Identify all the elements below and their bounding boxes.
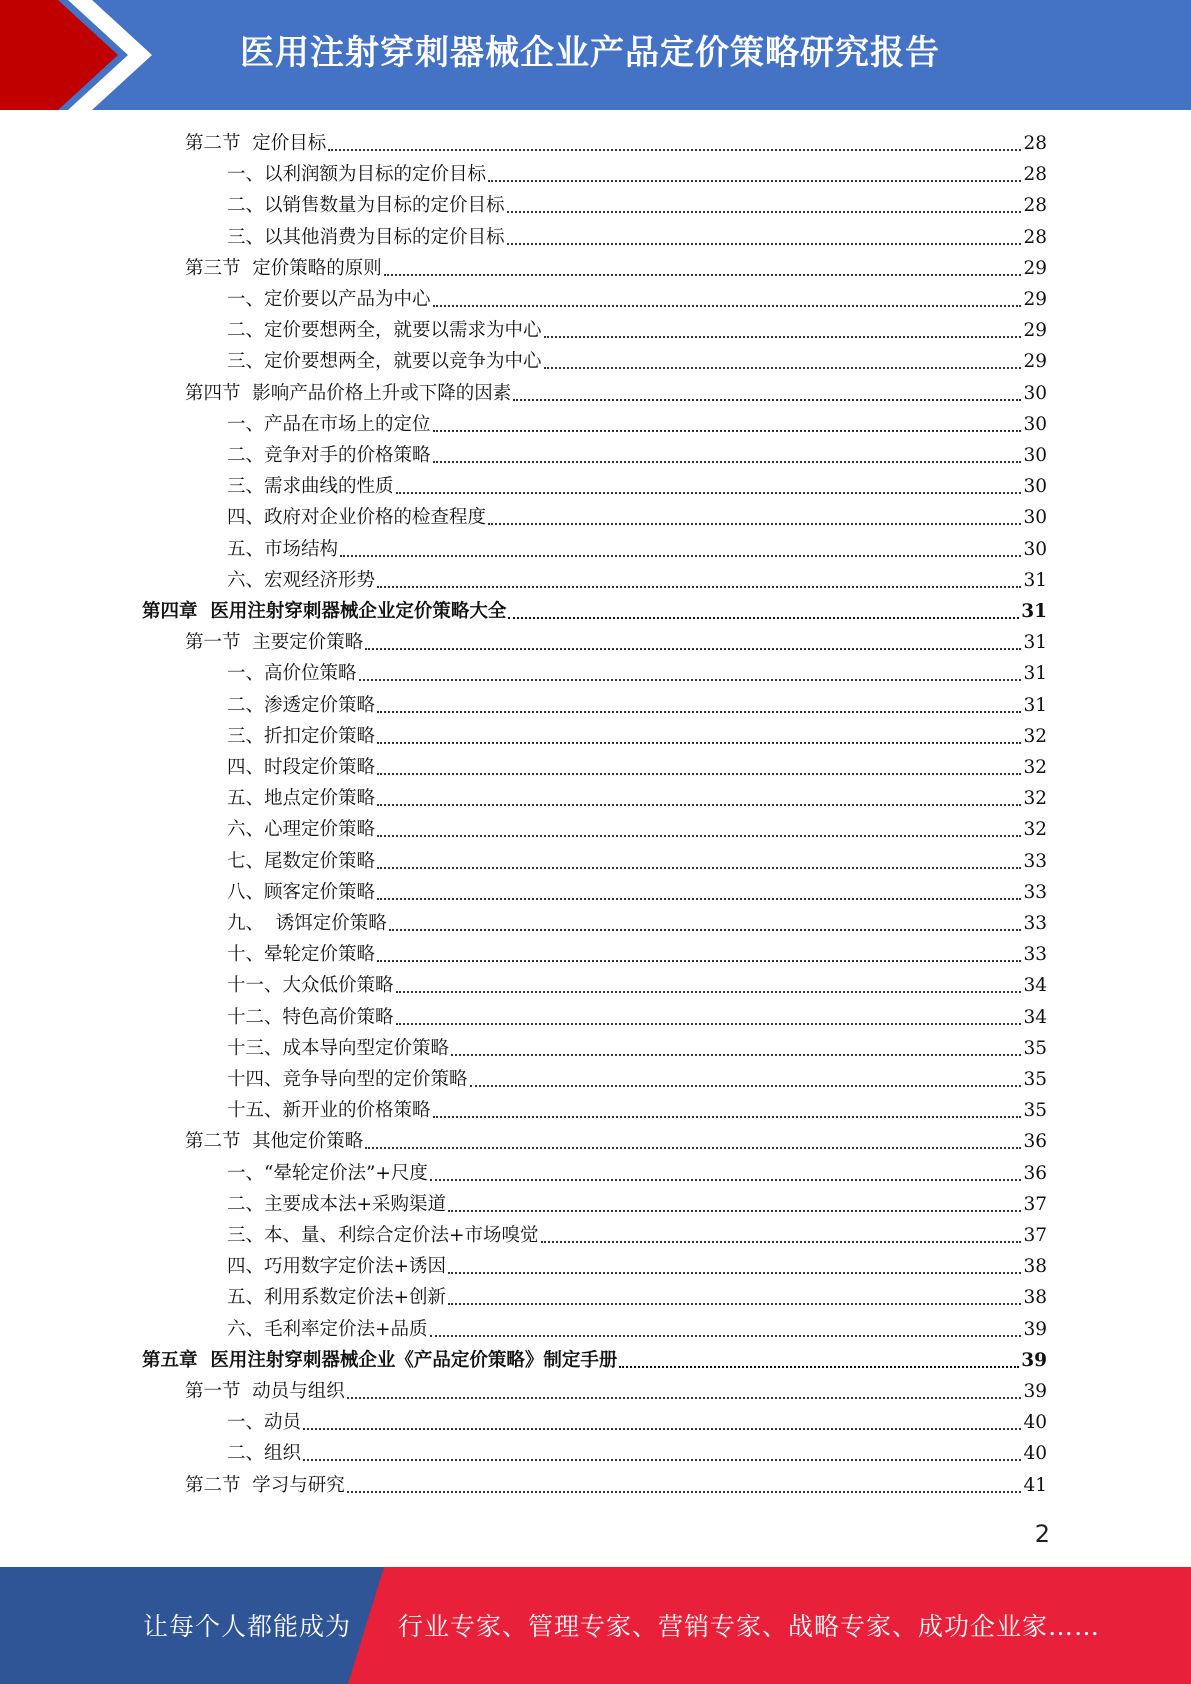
- toc-dot-leader: [377, 773, 1021, 775]
- toc-dot-leader: [430, 1179, 1022, 1181]
- toc-item-row: [227, 719, 1047, 750]
- toc-dot-leader: [377, 804, 1021, 806]
- toc-page-number: 31: [1023, 663, 1047, 685]
- toc-page-number: 38: [1023, 1287, 1047, 1309]
- toc-entry-label: 三、以其他消费为目标的定价目标: [227, 226, 505, 248]
- toc-item-row: [227, 157, 1047, 188]
- toc-item-row: [227, 812, 1047, 843]
- toc-page-number: 30: [1023, 445, 1047, 466]
- toc-item-row: [227, 1218, 1047, 1249]
- toc-page-number: 40: [1023, 1412, 1047, 1434]
- toc-page-number: 31: [1023, 632, 1047, 654]
- toc-entry-label: 五、利用系数定价法+创新: [227, 1287, 447, 1309]
- toc-page-number: 32: [1023, 788, 1047, 810]
- toc-entry-label: 十五、新开业的价格策略: [227, 1100, 431, 1122]
- toc-item-row: [227, 220, 1047, 251]
- toc-entry-label: 四、时段定价策略: [227, 757, 376, 778]
- toc-page-number: 37: [1023, 1193, 1047, 1215]
- toc-dot-leader: [430, 1335, 1022, 1337]
- toc-dot-leader: [365, 1147, 1021, 1149]
- toc-dot-leader: [303, 1428, 1021, 1430]
- toc-dot-leader: [389, 929, 1022, 931]
- toc-item-row: [227, 438, 1047, 469]
- toc-dot-leader: [347, 1397, 1022, 1399]
- toc-page-number: 33: [1023, 944, 1047, 966]
- toc-entry-label: 二、竞争对手的价格策略: [227, 445, 431, 466]
- toc-section-row: [185, 1124, 1047, 1155]
- toc-item-row: [227, 1062, 1047, 1093]
- toc-section-row: [185, 376, 1047, 407]
- toc-entry-label: 一、高价位策略: [227, 663, 357, 685]
- toc-chapter-row: [142, 594, 1047, 625]
- toc-dot-leader: [359, 679, 1022, 681]
- toc-entry-label: 十、晕轮定价策略: [227, 944, 376, 966]
- toc-dot-leader: [513, 399, 1021, 401]
- toc-entry-label: 三、折扣定价策略: [227, 725, 376, 747]
- toc-entry-label: 一、动员: [227, 1412, 302, 1434]
- toc-item-row: [227, 1093, 1047, 1124]
- toc-page-number: 29: [1023, 257, 1047, 279]
- footer-slogan: 让每个人都能成为: [143, 1612, 352, 1641]
- toc-dot-leader: [470, 1085, 1022, 1087]
- toc-page-number: 39: [1023, 1318, 1047, 1340]
- toc-page-number: 32: [1023, 725, 1047, 747]
- toc-dot-leader: [544, 336, 1022, 338]
- toc-item-row: [227, 781, 1047, 812]
- toc-entry-label: 二、渗透定价策略: [227, 694, 376, 716]
- toc-page-number: 33: [1023, 881, 1047, 903]
- toc-entry-label: 一、定价要以产品为中心: [227, 289, 431, 310]
- toc-item-row: [227, 188, 1047, 219]
- toc-item-row: [227, 563, 1047, 594]
- toc-item-row: [227, 968, 1047, 999]
- toc-dot-leader: [507, 211, 1022, 213]
- toc-item-row: [227, 344, 1047, 375]
- toc-page-number: 30: [1023, 538, 1047, 560]
- toc-dot-leader: [377, 960, 1021, 962]
- toc-entry-label: 第二节 定价目标: [185, 133, 327, 154]
- toc-dot-leader: [377, 867, 1021, 869]
- toc-entry-label: 二、组织: [227, 1443, 302, 1465]
- toc-dot-leader: [377, 835, 1021, 837]
- toc-item-row: [227, 469, 1047, 500]
- toc-entry-label: 第二节 其他定价策略: [185, 1131, 364, 1153]
- toc-dot-leader: [448, 1272, 1021, 1274]
- toc-item-row: [227, 750, 1047, 781]
- toc-page-number: 30: [1023, 413, 1047, 435]
- toc-entry-label: 一、产品在市场上的定位: [227, 413, 431, 435]
- toc-dot-leader: [488, 523, 1021, 525]
- toc-entry-label: 四、政府对企业价格的检查程度: [227, 507, 487, 529]
- toc-entry-label: 三、本、量、利综合定价法+市场嗅觉: [227, 1225, 539, 1246]
- toc-item-row: [227, 1031, 1047, 1062]
- toc-item-row: [227, 875, 1047, 906]
- toc-page-number: 39: [1023, 1381, 1047, 1402]
- toc-dot-leader: [347, 1491, 1022, 1493]
- toc-item-row: [227, 1312, 1047, 1343]
- toc-page-number: 29: [1023, 351, 1047, 373]
- toc-dot-leader: [384, 274, 1022, 276]
- toc-item-row: [227, 1187, 1047, 1218]
- toc-item-row: [227, 282, 1047, 313]
- toc-dot-leader: [328, 149, 1021, 151]
- toc-item-row: [227, 1000, 1047, 1031]
- toc-dot-leader: [508, 617, 1019, 619]
- toc-dot-leader: [377, 742, 1021, 744]
- toc-item-row: [227, 1156, 1047, 1187]
- toc-dot-leader: [340, 555, 1021, 557]
- toc-entry-label: 第四章 医用注射穿刺器械企业定价策略大全: [142, 601, 507, 622]
- toc-dot-leader: [451, 1054, 1021, 1056]
- toc-dot-leader: [448, 1303, 1021, 1305]
- toc-page-number: 33: [1023, 913, 1047, 934]
- page-footer: [0, 1567, 1191, 1684]
- toc-page-number: 31: [1023, 569, 1047, 591]
- toc-item-row: [227, 656, 1047, 687]
- toc-entry-label: 十四、竞争导向型的定价策略: [227, 1069, 468, 1090]
- toc-item-row: [227, 500, 1047, 531]
- toc-dot-leader: [396, 991, 1022, 993]
- toc-dot-leader: [448, 1210, 1021, 1212]
- toc-dot-leader: [377, 898, 1021, 900]
- toc-entry-label: 第二节 学习与研究: [185, 1474, 345, 1496]
- toc-dot-leader: [377, 586, 1021, 588]
- toc-page-number: 31: [1023, 694, 1047, 716]
- toc-dot-leader: [433, 1116, 1022, 1118]
- red-arrow-logo-icon: [0, 0, 160, 110]
- toc-page-number: 29: [1023, 320, 1047, 342]
- toc-dot-leader: [396, 492, 1022, 494]
- toc-item-row: [227, 407, 1047, 438]
- toc-entry-label: 一、“晕轮定价法”+尺度: [227, 1162, 428, 1184]
- toc-section-row: [185, 251, 1047, 282]
- toc-entry-label: 第一节 主要定价策略: [185, 632, 364, 654]
- toc-page-number: 38: [1023, 1256, 1047, 1278]
- toc-page-number: 36: [1023, 1131, 1047, 1153]
- toc-entry-label: 三、定价要想两全，就要以竞争为中心: [227, 351, 542, 373]
- toc-entry-label: 第五章 医用注射穿刺器械企业《产品定价策略》制定手册: [142, 1349, 618, 1371]
- toc-page-number: 35: [1023, 1069, 1047, 1090]
- toc-dot-leader: [619, 1366, 1019, 1368]
- toc-page-number: 34: [1023, 975, 1047, 997]
- toc-page-number: 36: [1023, 1162, 1047, 1184]
- toc-item-row: [227, 313, 1047, 344]
- toc-entry-label: 六、心理定价策略: [227, 819, 376, 841]
- toc-dot-leader: [433, 305, 1022, 307]
- toc-page-number: 39: [1021, 1349, 1047, 1371]
- toc-section-row: [185, 126, 1047, 157]
- toc-page-number: 28: [1023, 164, 1047, 186]
- toc-page-number: 32: [1023, 757, 1047, 778]
- toc-page-number: 34: [1023, 1006, 1047, 1028]
- toc-entry-label: 第四节 影响产品价格上升或下降的因素: [185, 382, 512, 404]
- toc-dot-leader: [365, 648, 1021, 650]
- toc-section-row: [185, 1468, 1047, 1499]
- toc-item-row: [227, 1280, 1047, 1311]
- toc-page-number: 35: [1023, 1037, 1047, 1059]
- toc-entry-label: 五、地点定价策略: [227, 788, 376, 810]
- toc-page-number: 40: [1023, 1443, 1047, 1465]
- toc-item-row: [227, 1249, 1047, 1280]
- toc-entry-label: 二、定价要想两全，就要以需求为中心: [227, 320, 542, 342]
- toc-item-row: [227, 1436, 1047, 1467]
- toc-page-number: 41: [1023, 1474, 1047, 1496]
- report-title: 医用注射穿刺器械企业产品定价策略研究报告: [240, 33, 940, 73]
- toc-entry-label: 七、尾数定价策略: [227, 850, 376, 872]
- toc-page-number: 29: [1023, 289, 1047, 310]
- toc-dot-leader: [507, 243, 1022, 245]
- toc-entry-label: 二、以销售数量为目标的定价目标: [227, 195, 505, 217]
- toc-entry-label: 五、市场结构: [227, 538, 339, 560]
- toc-chapter-row: [142, 1343, 1047, 1374]
- toc-dot-leader: [303, 1459, 1021, 1461]
- page-number: 2: [1034, 1520, 1050, 1548]
- toc-page-number: 32: [1023, 819, 1047, 841]
- toc-page-number: 37: [1023, 1225, 1047, 1246]
- toc-item-row: [227, 1405, 1047, 1436]
- toc-page-number: 30: [1023, 476, 1047, 498]
- toc-item-row: [227, 532, 1047, 563]
- toc-section-row: [185, 625, 1047, 656]
- toc-entry-label: 十二、特色高价策略: [227, 1006, 394, 1028]
- toc-entry-label: 九、 诱饵定价策略: [227, 913, 387, 934]
- toc-dot-leader: [488, 180, 1021, 182]
- toc-entry-label: 六、毛利率定价法+品质: [227, 1318, 428, 1340]
- toc-dot-leader: [433, 461, 1022, 463]
- toc-dot-leader: [396, 1023, 1022, 1025]
- toc-page-number: 28: [1023, 226, 1047, 248]
- toc-entry-label: 十一、大众低价策略: [227, 975, 394, 997]
- toc-entry-label: 四、巧用数字定价法+诱因: [227, 1256, 447, 1278]
- toc-entry-label: 一、以利润额为目标的定价目标: [227, 164, 487, 186]
- toc-dot-leader: [433, 430, 1022, 432]
- toc-dot-leader: [544, 367, 1022, 369]
- toc-entry-label: 二、主要成本法+采购渠道: [227, 1193, 447, 1215]
- toc-page-number: 28: [1023, 195, 1047, 217]
- toc-entry-label: 第一节 动员与组织: [185, 1381, 345, 1402]
- toc-page-number: 30: [1023, 507, 1047, 529]
- toc-page-number: 28: [1023, 133, 1047, 154]
- toc-item-row: [227, 906, 1047, 937]
- toc-section-row: [185, 1374, 1047, 1405]
- toc-entry-label: 第三节 定价策略的原则: [185, 257, 382, 279]
- page-header: [0, 0, 1191, 110]
- toc-item-row: [227, 937, 1047, 968]
- toc-page-number: 33: [1023, 850, 1047, 872]
- toc-entry-label: 三、需求曲线的性质: [227, 476, 394, 498]
- toc-entry-label: 十三、成本导向型定价策略: [227, 1037, 450, 1059]
- toc-page-number: 30: [1023, 382, 1047, 404]
- toc-page-number: 31: [1021, 601, 1047, 622]
- toc-item-row: [227, 844, 1047, 875]
- toc-entry-label: 六、宏观经济形势: [227, 569, 376, 591]
- footer-tagline: 行业专家、管理专家、营销专家、战略专家、成功企业家……: [398, 1612, 1101, 1641]
- toc-entry-label: 八、顾客定价策略: [227, 881, 376, 903]
- toc-dot-leader: [541, 1241, 1022, 1243]
- toc-dot-leader: [377, 711, 1021, 713]
- toc-page-number: 35: [1023, 1100, 1047, 1122]
- toc-item-row: [227, 688, 1047, 719]
